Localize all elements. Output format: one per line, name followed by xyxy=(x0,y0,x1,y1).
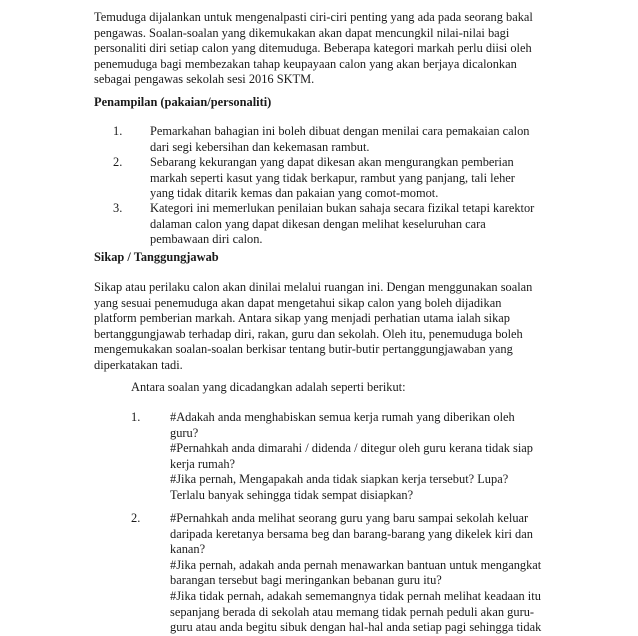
list-item-line: Kategori ini memerlukan penilaian bukan sahaja secara fizikal tetapi karektor xyxy=(150,201,535,215)
section-heading-sikap: Sikap / Tanggungjawab xyxy=(94,250,219,264)
para-line: yang sesuai penemuduga akan dapat mengetahui sikap calon yang boleh dijadikan xyxy=(94,295,502,310)
list-number: 2. xyxy=(113,155,123,169)
list-item xyxy=(150,124,570,155)
question-line: guru atau anda begitu sibuk dengan hal-hal anda setiap pagi sehingga tidak xyxy=(170,620,542,635)
list-item-line: dari segi kebersihan dan kekemasan rambut. xyxy=(150,139,370,154)
question-item xyxy=(170,410,590,504)
section-heading-penampilan: Penampilan (pakaian/personaliti) xyxy=(94,95,272,109)
para-line: Sikap atau perilaku calon akan dinilai melalui ruangan ini. Dengan menggunakan soalan xyxy=(94,280,533,294)
question-line: kanan? xyxy=(170,542,206,557)
list-item xyxy=(150,155,570,202)
question-line: #Jika tidak pernah, adakah sememangnya tidak pernah melihat keadaan itu xyxy=(170,588,541,603)
question-line: #Jika pernah, Mengapakah anda tidak siapkan kerja tersebut? Lupa? xyxy=(170,472,509,487)
intro-paragraph xyxy=(94,10,564,88)
list-item-line: Pemarkahan bahagian ini boleh dibuat dengan menilai cara pemakaian calon xyxy=(150,124,530,138)
list-number: 1. xyxy=(113,124,123,138)
para-line: mengemukakan soalan-soalan berkisar tentang butir-butir pertanggungjawaban yang xyxy=(94,342,513,357)
question-line: #Adakah anda menghabiskan semua kerja rumah yang diberikan oleh xyxy=(170,410,515,424)
intro-line: pengawas. Soalan-soalan yang dikemukakan akan dapat mencungkil nilai-nilai bagi xyxy=(94,25,510,40)
list-item xyxy=(150,201,570,248)
intro-line: penemuduga bagi membezakan tahap keupayaan calon yang akan berjaya dicalonkan xyxy=(94,56,517,71)
para-line: bertanggungjawab terhadap diri, rakan, guru dan sekolah. Oleh itu, penemuduga boleh xyxy=(94,326,523,341)
question-line: kerja rumah? xyxy=(170,456,236,471)
list-item-line: dalaman calon yang dapat dikesan dengan melihat keseluruhan cara xyxy=(150,216,486,231)
para-line: platform pemberian markah. Antara sikap yang menjadi perhatian utama ialah sikap xyxy=(94,311,510,326)
question-line: #Jika pernah, adakah anda pernah menawarkan bantuan untuk mengangkat xyxy=(170,557,542,572)
list-item-line: markah seperti kasut yang tidak berkapur, rambut yang panjang, tali leher xyxy=(150,170,515,185)
list-number: 2. xyxy=(131,511,141,525)
question-line: daripada keretanya bersama beg dan barang-barang yang dikelek kiri dan xyxy=(170,526,533,541)
list-item-line: Sebarang kekurangan yang dapat dikesan akan mengurangkan pemberian xyxy=(150,155,514,169)
sikap-paragraph xyxy=(94,280,564,374)
question-line: #Pernahkah anda melihat seorang guru yang baru sampai sekolah keluar xyxy=(170,511,529,525)
para-line: diperkatakan tadi. xyxy=(94,357,183,372)
list-number: 1. xyxy=(131,410,141,424)
list-number: 3. xyxy=(113,201,123,215)
list-item-line: yang tidak ditarik kemas dan pakaian yang comot-momot. xyxy=(150,186,439,201)
question-line: barangan tersebut bagi meringankan bebanan guru itu? xyxy=(170,573,442,588)
question-line: Terlalu banyak sehingga tidak sempat disiapkan? xyxy=(170,487,414,502)
question-item xyxy=(170,511,590,636)
question-line: #Pernahkah anda dimarahi / didenda / ditegur oleh guru kerana tidak siap xyxy=(170,441,533,456)
question-line: sepanjang berada di sekolah atau memang tidak pernah peduli akan guru- xyxy=(170,604,535,619)
intro-line: sebagai pengawas sekolah sesi 2016 SKTM. xyxy=(94,72,315,87)
intro-line: personaliti diri setiap calon yang ditemuduga. Beberapa kategori markah perlu diisi oleh xyxy=(94,41,532,56)
question-line: guru? xyxy=(170,425,199,440)
list-item-line: pembawaan diri calon. xyxy=(150,232,263,247)
suggested-questions-intro: Antara soalan yang dicadangkan adalah seperti berikut: xyxy=(131,380,406,394)
intro-line: Temuduga dijalankan untuk mengenalpasti ciri-ciri penting yang ada pada seorang bakal xyxy=(94,10,533,24)
